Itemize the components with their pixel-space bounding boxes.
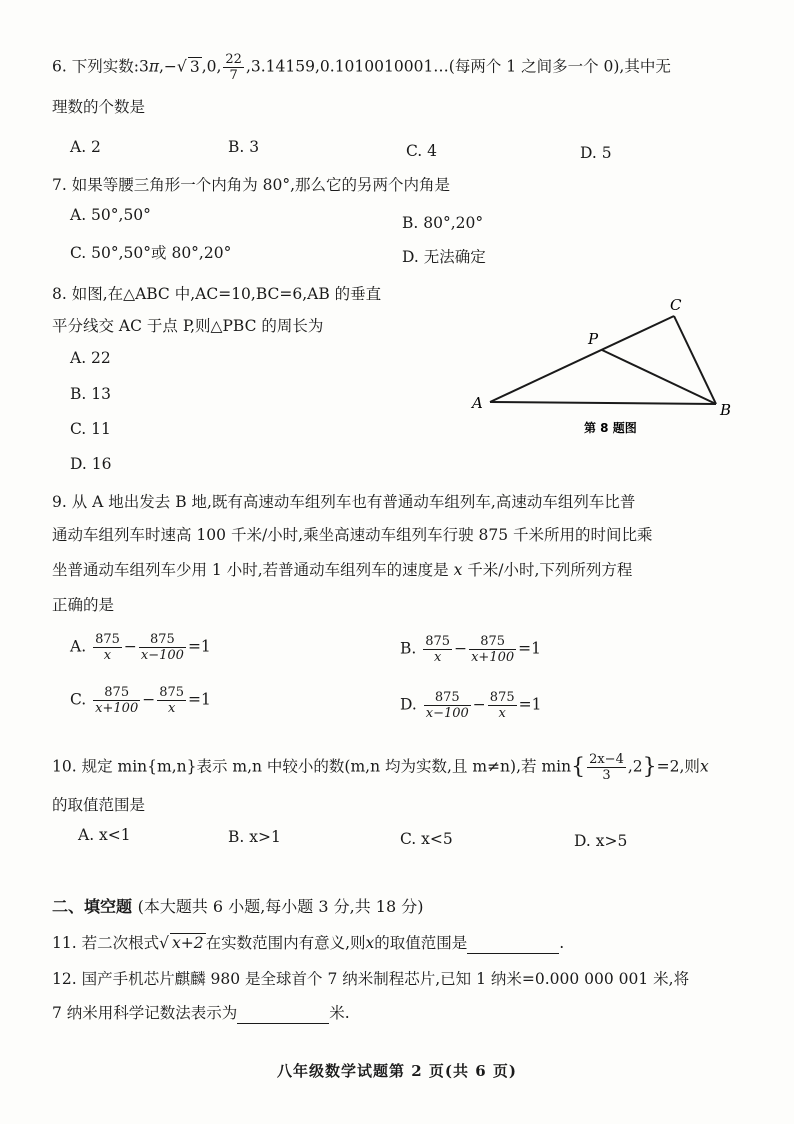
q9-line3: [52, 559, 632, 581]
frac-num: 875: [489, 690, 515, 705]
q6-frac-num: 22: [225, 52, 242, 67]
q11-text-end: .: [559, 934, 565, 952]
label-b: B: [720, 401, 732, 419]
q9-d-frac1: [424, 690, 471, 721]
q8-figure-caption: 第 8 题图: [584, 421, 637, 435]
q10-stem-line2: 的取值范围是: [52, 796, 146, 814]
q9-line3-b: 千米/小时,下列所列方程: [467, 561, 633, 579]
q6-stem-line2: 理数的个数是: [52, 98, 146, 116]
q10-frac-den: 3: [602, 768, 611, 783]
q6-sep2: ,0,: [201, 57, 222, 76]
q9-a-frac1: [93, 632, 122, 663]
q6-sqrt-arg: 3: [189, 57, 200, 76]
q6-option-b: B. 3: [228, 138, 260, 156]
operator: −: [454, 639, 468, 658]
q6-text-a: 6. 下列实数:3: [52, 57, 149, 76]
frac-num: 875: [424, 690, 471, 706]
q8-triangle-figure: [462, 292, 742, 442]
q12-line1: 12. 国产手机芯片麒麟 980 是全球首个 7 纳米制程芯片,已知 1 纳米=0.000 000 001 米,将: [52, 970, 690, 988]
q8-option-a: A. 22: [70, 349, 111, 367]
q9-line1: 9. 从 A 地出发去 B 地,既有高速动车组列车也有普通动车组列车,高速动车组列车比普: [52, 493, 636, 511]
section-2-heading: [52, 896, 424, 918]
q12-text-b: 米.: [329, 1004, 350, 1022]
q10-text-c: =2,则: [656, 757, 700, 776]
q9-var-x: x: [453, 561, 463, 579]
section-2-title: 二、填空题: [52, 897, 133, 916]
q8-option-b: B. 13: [70, 385, 111, 403]
q9-d-frac2: [488, 690, 517, 721]
q11-stem: 11. 若二次根式√ x+2 在实数范围内有意义,则x的取值范围是 .: [52, 934, 565, 952]
q9-b-frac1: [423, 634, 452, 665]
q9-b-frac2: [469, 634, 516, 665]
q10-text-a: 10. 规定 min{m,n}表示 m,n 中较小的数(m,n 均为实数,且 m≠n),若 min: [52, 757, 572, 776]
q7-option-d: D. 无法确定: [402, 248, 486, 266]
operator: −: [123, 637, 137, 656]
frac-num: 875: [95, 632, 120, 647]
label-p: P: [588, 330, 599, 348]
operator: −: [472, 695, 486, 714]
q9-line3-a: 坐普通动车组列车少用 1 小时,若普通动车组列车的速度是: [52, 561, 449, 579]
q6-stem-line1: 6. 下列实数:3π,−√ 3 ,0, $\frac{22}{7}$ ,3.14159,0.1010010001…(每两个 1 之间多一个 0),其中无: [52, 52, 671, 83]
q6-option-c: C. 4: [406, 142, 438, 160]
frac-num: 875: [425, 634, 451, 649]
q9-option-b-label: B.: [400, 639, 417, 658]
q11-sqrt-arg: x+2: [171, 934, 204, 952]
frac-num: 875: [93, 685, 140, 701]
q12-line2: [52, 1002, 350, 1024]
q7-stem: 7. 如果等腰三角形一个内角为 80°,那么它的另两个内角是: [52, 176, 451, 194]
q10-stem-line1: 10. 规定 min{m,n}表示 m,n 中较小的数(m,n 均为实数,且 m≠n),若 min{ $\frac{2x-4}{3}$ ,2}=2,则x: [52, 752, 709, 783]
q12-answer-blank[interactable]: [237, 1005, 329, 1024]
frac-num: 875: [159, 685, 185, 700]
q9-option-d: [400, 690, 541, 721]
q10-var-x: x: [699, 757, 709, 776]
q8-stem-line2: 平分线交 AC 于点 P,则△PBC 的周长为: [52, 317, 324, 335]
segment-ab: [490, 402, 716, 404]
frac-den: x−100: [425, 706, 469, 721]
frac-den: x+100: [471, 650, 515, 665]
q11-text-b: 在实数范围内有意义,则: [205, 934, 366, 952]
q7-option-c: C. 50°,50°或 80°,20°: [70, 244, 232, 262]
q9-option-c: [70, 685, 211, 716]
label-c: C: [670, 296, 682, 314]
section-2-desc: (本大题共 6 小题,每小题 3 分,共 18 分): [137, 897, 424, 916]
q7-option-b: B. 80°,20°: [402, 214, 484, 232]
q9-option-b: [400, 634, 541, 665]
q8-option-d: D. 16: [70, 455, 112, 473]
label-a: A: [472, 394, 483, 412]
frac-num: 875: [469, 634, 516, 650]
q6-text-b: ,3.14159,0.1010010001…(每两个 1 之间多一个 0),其中无: [245, 57, 671, 76]
rhs: =1: [518, 639, 541, 658]
q9-c-frac2: [157, 685, 186, 716]
frac-den: x: [103, 648, 112, 663]
q6-option-d: D. 5: [580, 144, 612, 162]
rhs: =1: [187, 637, 211, 656]
q11-text-a: 11. 若二次根式: [52, 934, 160, 952]
frac-den: x: [434, 650, 442, 665]
q9-option-a-label: A.: [70, 637, 87, 656]
frac-den: x−100: [140, 648, 184, 663]
page-footer: 八年级数学试题第 2 页(共 6 页): [277, 1062, 517, 1080]
q7-option-a: A. 50°,50°: [70, 206, 151, 224]
q9-a-frac2: [139, 632, 186, 663]
q10-option-c: C. x<5: [400, 830, 453, 848]
q6-option-a: A. 2: [70, 138, 101, 156]
q9-option-a: [70, 632, 211, 663]
q9-option-c-label: C.: [70, 690, 87, 709]
q10-fraction: [587, 752, 626, 783]
frac-den: x: [167, 701, 176, 716]
segment-ac: [490, 316, 674, 402]
q6-pi: π: [148, 57, 159, 76]
operator: −: [142, 690, 156, 709]
q8-stem-line1: 8. 如图,在△ABC 中,AC=10,BC=6,AB 的垂直: [52, 285, 382, 303]
frac-den: x+100: [95, 701, 139, 716]
q11-var-x: x: [365, 934, 375, 952]
q11-text-c: 的取值范围是: [374, 934, 468, 952]
q10-option-b: B. x>1: [228, 828, 281, 846]
q6-sep1: ,−: [159, 57, 177, 76]
frac-num: 875: [139, 632, 186, 648]
segment-pb: [602, 350, 716, 404]
q9-option-d-label: D.: [400, 695, 417, 714]
q9-line2: 通动车组列车时速高 100 千米/小时,乘坐高速动车组列车行驶 875 千米所用的时间比乘: [52, 526, 653, 544]
rhs: =1: [188, 690, 211, 709]
q10-option-a: A. x<1: [78, 826, 131, 844]
q9-line4: 正确的是: [52, 596, 115, 614]
q9-c-frac1: [93, 685, 140, 716]
q12-text-a: 7 纳米用科学记数法表示为: [52, 1004, 238, 1022]
q10-option-d: D. x>5: [574, 832, 628, 850]
q6-frac-den: 7: [229, 68, 238, 83]
frac-den: x: [498, 706, 506, 721]
q11-answer-blank[interactable]: [467, 935, 559, 954]
q10-frac-num: 2x−4: [589, 752, 624, 767]
segment-cb: [674, 316, 716, 404]
q6-fraction: [223, 52, 244, 83]
rhs: =1: [518, 695, 542, 714]
q10-text-b: ,2: [627, 757, 643, 776]
q8-option-c: C. 11: [70, 420, 111, 438]
